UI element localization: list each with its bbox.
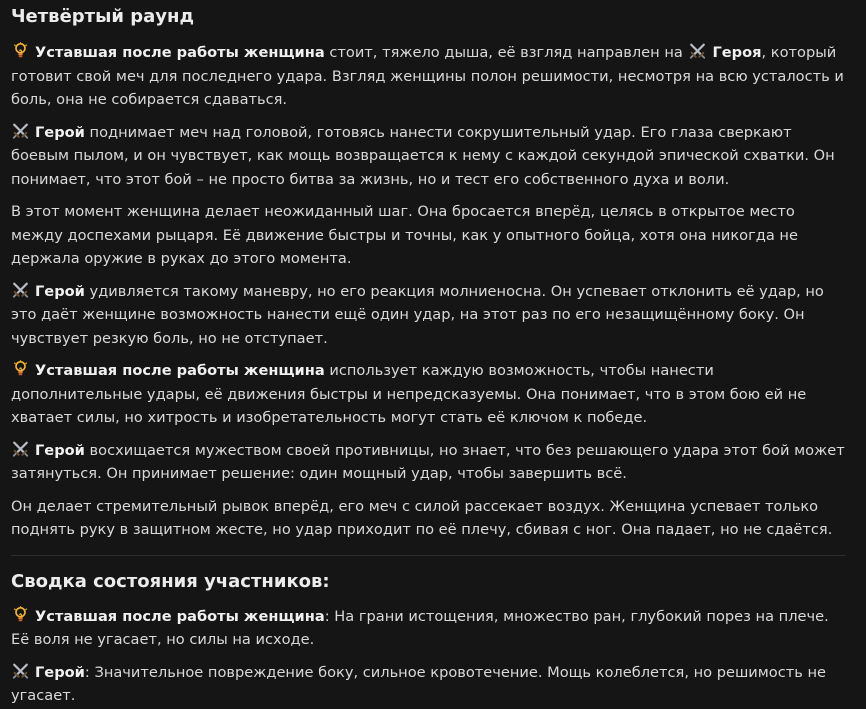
summary-item-hero (11, 661, 846, 708)
actor-hero-genitive: Героя (712, 44, 762, 61)
section-divider (11, 555, 846, 556)
actor-hero: Герой (35, 282, 85, 300)
paragraph-3: В этот момент женщина делает неожиданный шаг. Она бросается вперёд, целясь в открытое место между доспехами рыцаря. Её движение быстры и точны, как у опытного бойца, хотя она никогда не держала оружие в руках до этого момента. (11, 203, 798, 267)
actor-woman: Уставшая после работы женщина (35, 362, 325, 379)
woman-bulb-icon (11, 360, 30, 378)
actor-hero: Герой (35, 441, 85, 459)
actor-woman: Уставшая после работы женщина (35, 44, 325, 61)
paragraph-5-text: использует каждую возможность, чтобы нанести дополнительные удары, её движения быстры и непредсказуемы. Она понимает, что в этом бою ей не хватает силы, но хитрость и изобретательность могут стать её ключом к победе. (11, 362, 807, 426)
summary-status-woman: : На грани истощения, множество ран, глубокий порез на плече. Её воля не угасает, но силы на исходе. (11, 607, 829, 648)
crossed-swords-icon (11, 440, 30, 458)
round-title: Четвёртый раунд (11, 6, 194, 27)
summary-actor-woman: Уставшая после работы женщина (35, 607, 325, 625)
woman-bulb-icon (11, 606, 30, 624)
paragraph-5 (11, 359, 846, 430)
paragraph-7: Он делает стремительный рывок вперёд, его меч с силой рассекает воздух. Женщина успевает только поднять руку в защитном жесте, но удар приходит по её плечу, сбивая с ног. Она падает, но не сдаётся. (11, 497, 833, 538)
paragraph-1 (11, 41, 846, 112)
summary-title: Сводка состояния участников: (11, 570, 330, 592)
woman-bulb-icon (11, 42, 30, 60)
summary-actor-hero: Герой (35, 663, 85, 681)
paragraph-4 (11, 280, 846, 351)
paragraph-2 (11, 121, 846, 192)
summary-status-hero: : Значительное повреждение боку, сильное кровотечение. Мощь колеблется, но решимость не угасает. (11, 663, 827, 704)
paragraph-6-text: восхищается мужеством своей противницы, но знает, что без решающего удара этот бой может затянуться. Он принимает решение: один мощный удар, чтобы завершить всё. (11, 441, 845, 482)
paragraph-1-text-b: , который готовит свой меч для последнего удара. Взгляд женщины полон решимости, несмотря на всю усталость и боль, она не собирается сдаваться. (11, 44, 844, 108)
actor-hero: Герой (35, 123, 85, 141)
paragraph-4-text: удивляется такому маневру, но его реакция молниеносна. Он успевает отклонить её удар, но это даёт женщине возможность нанести ещё один удар, на этот раз по его незащищённому боку. Он чувствует резкую боль, но не отступает. (11, 282, 824, 347)
paragraph-2-text: поднимает меч над головой, готовясь нанести сокрушительный удар. Его глаза сверкают боевым пылом, и он чувствует, как мощь возвращается к нему с каждой секундой эпической схватки. Он понимает, что этот бой – не просто битва за жизнь, но и тест его собственного духа и воли. (11, 123, 835, 188)
crossed-swords-icon (11, 122, 30, 140)
crossed-swords-icon (688, 42, 707, 60)
crossed-swords-icon (11, 662, 30, 680)
crossed-swords-icon (11, 281, 30, 299)
paragraph-6 (11, 439, 846, 486)
summary-item-woman (11, 605, 846, 652)
paragraph-1-text-a: стоит, тяжело дыша, её взгляд направлен на (329, 44, 683, 61)
